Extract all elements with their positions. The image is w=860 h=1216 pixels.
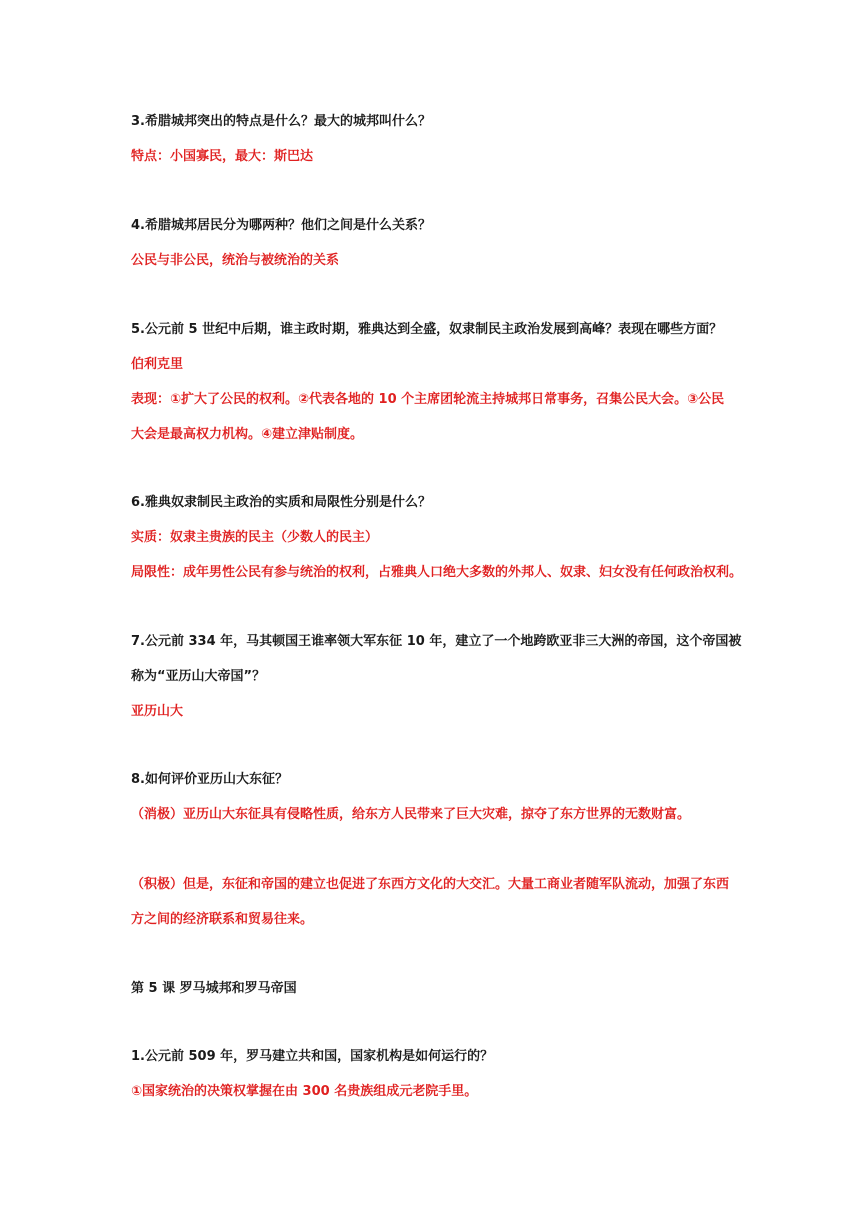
answer-5-detail-line-2: 大会是最高权力机构。④建立津贴制度。 <box>131 427 364 442</box>
question-lesson5-1: 1.公元前 509 年，罗马建立共和国，国家机构是如何运行的？ <box>131 1049 494 1064</box>
answer-8-positive-line-2: 方之间的经济联系和贸易往来。 <box>131 912 314 927</box>
answer-6-essence: 实质：奴隶主贵族的民主（少数人的民主） <box>131 530 379 545</box>
question-4: 4.希腊城邦居民分为哪两种？他们之间是什么关系？ <box>131 218 431 233</box>
question-7-line-2: 称为“亚历山大帝国”？ <box>131 669 266 684</box>
answer-8-positive-line-1: （积极）但是，东征和帝国的建立也促进了东西方文化的大交汇。大量工商业者随军队流动，加强了东西 <box>131 877 730 892</box>
answer-lesson5-1: ①国家统治的决策权掌握在由 300 名贵族组成元老院手里。 <box>131 1084 478 1099</box>
question-5: 5.公元前 5 世纪中后期，谁主政时期，雅典达到全盛，奴隶制民主政治发展到高峰？表现在哪些方面？ <box>131 322 723 337</box>
answer-7: 亚历山大 <box>131 704 184 719</box>
question-6: 6.雅典奴隶制民主政治的实质和局限性分别是什么？ <box>131 495 431 510</box>
answer-6-limitation: 局限性：成年男性公民有参与统治的权利，占雅典人口绝大多数的外邦人、奴隶、妇女没有任何政治权利。 <box>131 565 743 580</box>
answer-4: 公民与非公民，统治与被统治的关系 <box>131 253 340 268</box>
lesson-heading: 第 5 课 罗马城邦和罗马帝国 <box>131 981 297 996</box>
question-7-line-1: 7.公元前 334 年，马其顿国王谁率领大军东征 10 年，建立了一个地跨欧亚非三大洲的帝国，这个帝国被 <box>131 634 742 649</box>
answer-3: 特点：小国寡民，最大：斯巴达 <box>131 149 314 164</box>
answer-5-detail-line-1: 表现：①扩大了公民的权利。②代表各地的 10 个主席团轮流主持城邦日常事务，召集公民大会。③公民 <box>131 392 725 407</box>
answer-5-name: 伯利克里 <box>131 357 184 372</box>
question-8: 8.如何评价亚历山大东征？ <box>131 772 288 787</box>
question-3: 3.希腊城邦突出的特点是什么？最大的城邦叫什么？ <box>131 114 431 129</box>
answer-8-negative: （消极）亚历山大东征具有侵略性质，给东方人民带来了巨大灾难，掠夺了东方世界的无数财富。 <box>131 807 691 822</box>
